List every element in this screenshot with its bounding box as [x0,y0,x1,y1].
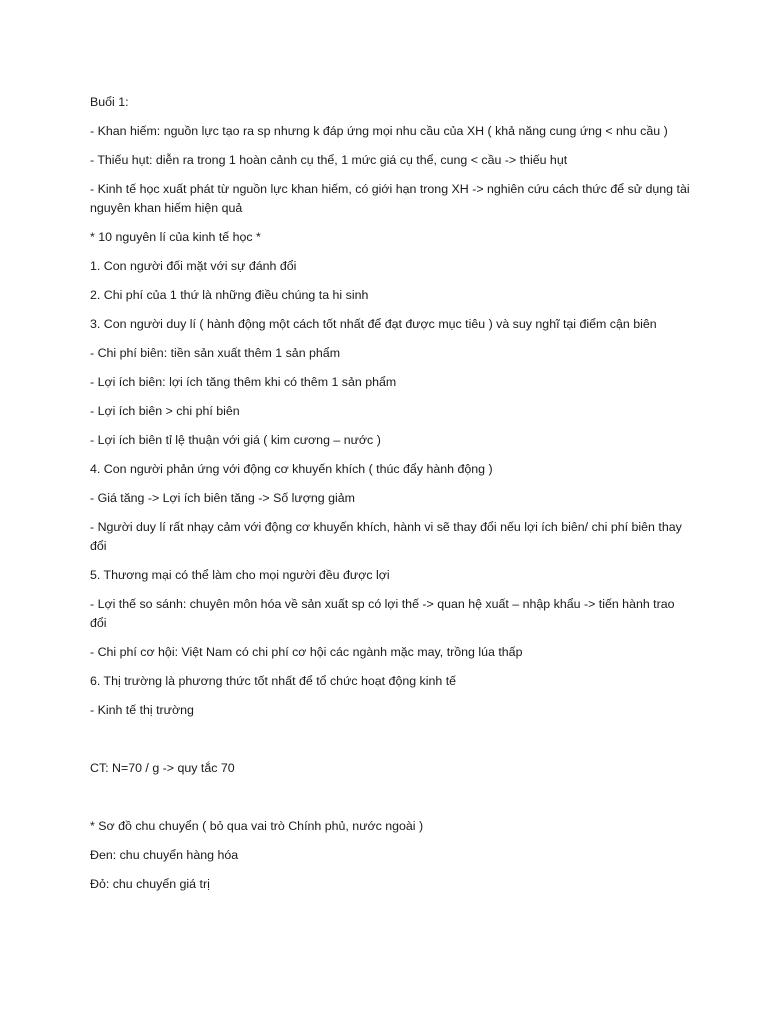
document-page [90,93,694,904]
blank-line [90,730,690,759]
bullet-price-increase: - Giá tăng -> Lợi ích biên tăng -> Số lượng giảm [90,491,355,505]
bullet-market-economy: - Kinh tế thị trường [90,703,194,717]
principle-5: 5. Thương mại có thể làm cho mọi người đều được lợi [90,568,390,582]
bullet-comparative-advantage: - Lợi thế so sánh: chuyên môn hóa về sản xuất sp có lợi thế -> quan hệ xuất – nhập khẩu -> tiến hành trao đổi [90,597,678,630]
principle-3: 3. Con người duy lí ( hành động một cách tốt nhất để đạt được mục tiêu ) và suy nghĩ tại điểm cận biên [90,317,657,331]
session-heading: Buổi 1: [90,95,129,109]
bullet-marginal-benefit: - Lợi ích biên: lợi ích tăng thêm khi có thêm 1 sản phẩm [90,375,397,389]
paragraph-economics-definition: - Kinh tế học xuất phát từ nguồn lực khan hiếm, có giới hạn trong XH -> nghiên cứu cách thức để sử dụng tài nguyên khan hiếm hiện quả [90,182,694,215]
section-heading-principles: * 10 nguyên lí của kinh tế học * [90,230,261,244]
blank-line [90,788,690,817]
principle-4: 4. Con người phản ứng với động cơ khuyến khích ( thúc đẩy hành động ) [90,462,493,476]
section-heading-circular-flow: * Sơ đồ chu chuyển ( bỏ qua vai trò Chính phủ, nước ngoài ) [90,819,424,833]
paragraph-scarcity: - Khan hiếm: nguồn lực tạo ra sp nhưng k đáp ứng mọi nhu cầu của XH ( khả năng cung ứng < nhu cầu ) [90,124,668,138]
bullet-marginal-cost: - Chi phí biên: tiền sản xuất thêm 1 sản phẩm [90,346,341,360]
bullet-benefit-price: - Lợi ích biên tỉ lệ thuận với giá ( kim cương – nước ) [90,433,381,447]
principle-2: 2. Chi phí của 1 thứ là những điều chúng ta hi sinh [90,288,369,302]
principle-1: 1. Con người đối mặt với sự đánh đổi [90,259,297,273]
bullet-opportunity-cost: - Chi phí cơ hội: Việt Nam có chi phí cơ hội các ngành mặc may, trồng lúa thấp [90,645,523,659]
formula-rule-70: CT: N=70 / g -> quy tắc 70 [90,761,235,775]
paragraph-shortage: - Thiếu hụt: diễn ra trong 1 hoàn cảnh cụ thể, 1 mức giá cụ thể, cung < cầu -> thiếu hụt [90,153,568,167]
bullet-rational-sensitivity: - Người duy lí rất nhạy cảm với động cơ khuyến khích, hành vi sẽ thay đổi nếu lợi ích biên/ chi phí biên thay đổi [90,520,686,553]
principle-6: 6. Thị trường là phương thức tốt nhất để tổ chức hoạt động kinh tế [90,674,457,688]
legend-red-flow: Đỏ: chu chuyển giá trị [90,877,210,891]
legend-black-flow: Đen: chu chuyển hàng hóa [90,848,239,862]
bullet-benefit-vs-cost: - Lợi ích biên > chi phí biên [90,404,240,418]
